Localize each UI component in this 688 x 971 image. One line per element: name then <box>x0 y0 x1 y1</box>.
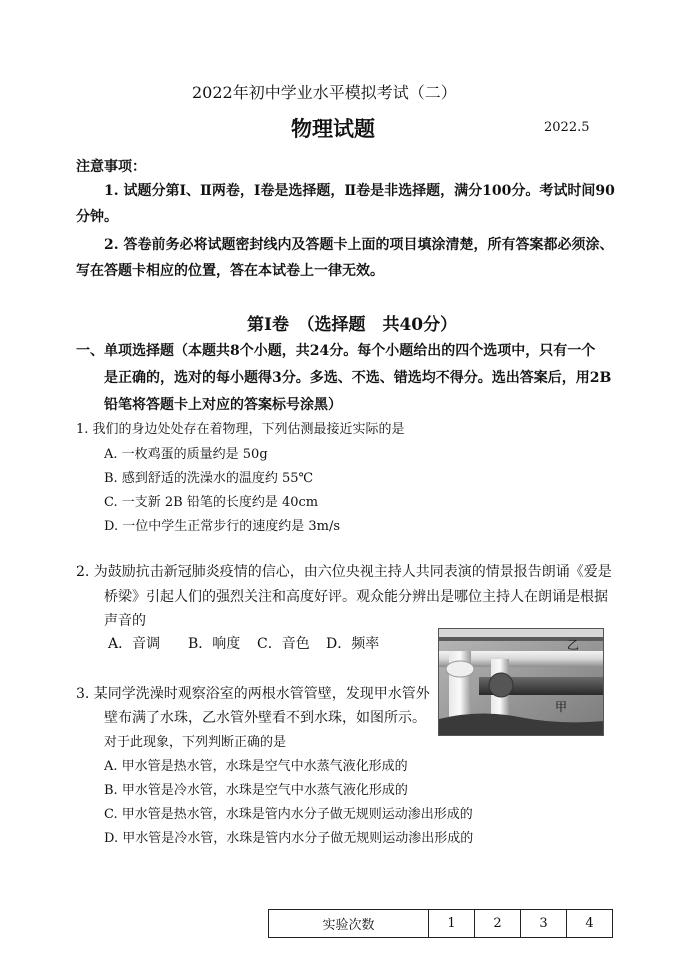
water-pipe-photo <box>438 628 604 736</box>
q3-stem-line-3: 对于此现象，下列判断正确的是 <box>104 735 287 750</box>
table-cell: 4 <box>567 910 613 938</box>
q2-option-c: C．音色 <box>257 636 310 652</box>
notes-item-2-line-2: 写在答题卡相应的位置，答在本试卷上一律无效。 <box>76 263 384 279</box>
exam-title: 2022年初中学业水平模拟考试（二） <box>192 83 457 102</box>
part-heading-line-1: 一、单项选择题（本题共8个小题，共24分。每个小题给出的四个选项中，只有一个 <box>76 343 596 359</box>
q2-option-d: D．频率 <box>326 636 380 652</box>
q1-option-b: B. 感到舒适的洗澡水的温度约 55℃ <box>104 471 314 486</box>
q1-option-d: D. 一位中学生正常步行的速度约是 3m/s <box>104 519 341 534</box>
q3-option-b: B. 甲水管是冷水管，水珠是空气中水蒸气液化形成的 <box>104 783 408 798</box>
part-heading-line-2: 是正确的，选对的每小题得3分。多选、不选、错选均不得分。选出答案后，用2B <box>104 370 612 386</box>
q2-stem-line-3: 声音的 <box>104 613 146 629</box>
notes-item-1-line-2: 分钟。 <box>76 209 118 225</box>
q3-option-a: A. 甲水管是热水管，水珠是空气中水蒸气液化形成的 <box>104 759 408 774</box>
table-cell: 3 <box>521 910 567 938</box>
q2-option-b: B．响度 <box>188 636 241 652</box>
notes-heading: 注意事项： <box>76 159 146 175</box>
notes-item-1-line-1: 1. 试题分第Ⅰ、Ⅱ两卷，Ⅰ卷是选择题，Ⅱ卷是非选择题，满分100分。考试时间90 <box>104 183 615 199</box>
q1-option-a: A. 一枚鸡蛋的质量约是 50g <box>104 447 268 462</box>
photo-label-yi: 乙 <box>567 638 580 652</box>
q3-stem-line-1: 3. 某同学洗澡时观察浴室的两根水管管壁，发现甲水管外 <box>76 686 430 702</box>
section-title: 第Ⅰ卷 （选择题 共40分） <box>247 315 458 335</box>
q2-option-a: A．音调 <box>108 636 161 652</box>
subject-title: 物理试题 <box>291 117 375 141</box>
q2-stem-line-1: 2. 为鼓励抗击新冠肺炎疫情的信心，由六位央视主持人共同表演的情景报告朗诵《爱是 <box>76 564 612 580</box>
q2-stem-line-2: 桥梁》引起人们的强烈关注和高度好评。观众能分辨出是哪位主持人在朗诵是根据 <box>104 589 608 605</box>
notes-item-2-line-1: 2. 答卷前务必将试题密封线内及答题卡上面的项目填涂清楚，所有答案都必须涂、 <box>104 237 614 253</box>
q3-option-d: D. 甲水管是冷水管，水珠是管内水分子做无规则运动渗出形成的 <box>104 831 474 846</box>
table-row <box>269 910 613 938</box>
q3-stem-line-2: 壁布满了水珠，乙水管外壁看不到水珠，如图所示。 <box>104 710 426 726</box>
exam-date: 2022.5 <box>544 120 590 135</box>
water-pipe-illustration <box>439 629 604 736</box>
table-cell: 2 <box>475 910 521 938</box>
q3-option-c: C. 甲水管是热水管，水珠是管内水分子做无规则运动渗出形成的 <box>104 807 473 822</box>
part-heading-line-3: 铅笔将答题卡上对应的答案标号涂黑） <box>104 397 342 413</box>
table-cell: 1 <box>429 910 475 938</box>
photo-label-jia: 甲 <box>555 700 568 714</box>
experiment-table <box>268 909 613 938</box>
q1-option-c: C. 一支新 2B 铅笔的长度约是 40cm <box>104 495 319 510</box>
q1-stem: 1. 我们的身边处处存在着物理，下列估测最接近实际的是 <box>76 422 405 437</box>
table-header-cell: 实验次数 <box>269 910 429 938</box>
